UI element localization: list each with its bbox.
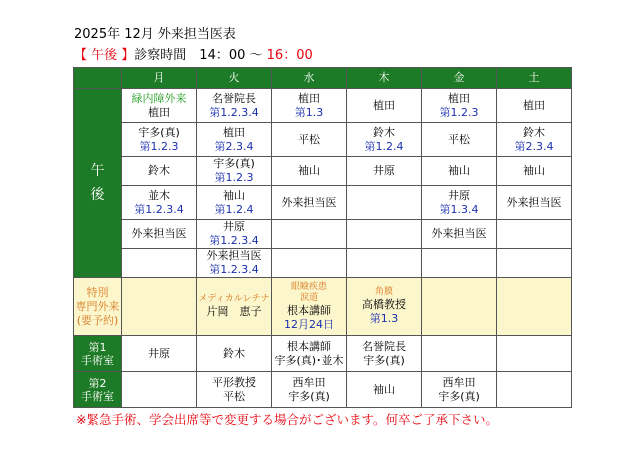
schedule-cell xyxy=(122,249,197,278)
day-header: 火 xyxy=(197,68,272,89)
schedule-cell xyxy=(422,249,497,278)
schedule-row xyxy=(74,186,572,220)
schedule-cell xyxy=(122,123,197,157)
doctor-entry: 宇多(真)･並木 xyxy=(274,353,344,367)
surgery-cell xyxy=(272,372,347,408)
surgery-cell xyxy=(197,336,272,372)
doctor-entry: 宇多(真) xyxy=(288,389,330,403)
schedule-cell xyxy=(347,249,422,278)
doctor-entry: 平松 xyxy=(298,132,320,146)
surgery-cell xyxy=(122,336,197,372)
surgery-room-label-line: 手術室 xyxy=(81,353,114,367)
doctor-entry: 外来担当医 xyxy=(431,227,487,240)
schedule-row xyxy=(74,249,572,278)
doctor-entry: 平松 xyxy=(223,389,245,403)
surgery-room-label-line: 第2 xyxy=(88,376,107,390)
doctor-entry: 植田 xyxy=(148,105,170,119)
surgery-cell xyxy=(122,372,197,408)
page-title: 2025年 12月 外来担当医表 xyxy=(74,27,236,42)
doctor-entry: 第1.2.3.4 xyxy=(134,202,184,216)
doctor-entry: 鈴木 xyxy=(373,125,395,139)
afternoon-label xyxy=(74,89,122,278)
schedule-cell xyxy=(197,220,272,249)
schedule-cell xyxy=(347,220,422,249)
surgery-room-label-line: 手術室 xyxy=(81,389,114,403)
doctor-entry: 鈴木 xyxy=(148,164,170,177)
doctor-entry: 井原 xyxy=(373,164,395,177)
doctor-entry: 第1.3 xyxy=(294,105,324,119)
doctor-entry: 名誉院長 xyxy=(212,91,256,105)
corner-cell xyxy=(74,68,122,89)
special-clinic-cell xyxy=(347,278,422,336)
schedule-cell xyxy=(272,186,347,220)
surgery-cell xyxy=(272,336,347,372)
schedule-cell xyxy=(497,157,572,186)
doctor-entry: 西牟田 xyxy=(442,375,476,389)
doctor-entry: 鈴木 xyxy=(523,125,545,139)
day-header-row xyxy=(74,68,572,89)
schedule-cell xyxy=(347,89,422,123)
surgery-cell xyxy=(497,372,572,408)
schedule-cell xyxy=(422,220,497,249)
doctor-entry: 第2.3.4 xyxy=(514,139,554,153)
doctor-entry: 外来担当医 xyxy=(131,227,187,240)
doctor-entry: 眼瞼疾患 xyxy=(290,281,327,292)
surgery-cell xyxy=(422,336,497,372)
surgery-room-label-line: 第1 xyxy=(88,340,107,354)
special-clinic-label-line: 専門外来 xyxy=(75,299,120,313)
doctor-entry: 第1.2.3.4 xyxy=(209,105,259,119)
surgery-room-label xyxy=(74,372,122,408)
hours-end: 16：00 xyxy=(266,48,313,63)
special-clinic-cell xyxy=(122,278,197,336)
afternoon-label-char: 午 xyxy=(90,163,105,179)
schedule-cell xyxy=(347,123,422,157)
doctor-entry: 植田 xyxy=(223,125,245,139)
surgery-cell xyxy=(197,372,272,408)
doctor-entry: 名誉院長 xyxy=(362,339,406,353)
notice-text: ※緊急手術、学会出席等で変更する場合がございます。何卒ご了承下さい。 xyxy=(76,412,498,427)
doctor-entry: 袖山 xyxy=(523,164,545,177)
doctor-entry: 外来担当医 xyxy=(281,195,337,209)
doctor-entry: 高橋教授 xyxy=(362,298,406,311)
schedule-cell xyxy=(122,157,197,186)
schedule-cell xyxy=(197,186,272,220)
surgery-cell xyxy=(347,336,422,372)
hours-label: 診察時間 xyxy=(134,48,187,63)
schedule-cell xyxy=(497,220,572,249)
schedule-cell xyxy=(272,123,347,157)
schedule-cell xyxy=(272,89,347,123)
afternoon-label-char: 後 xyxy=(90,187,105,203)
schedule-cell xyxy=(122,186,197,220)
schedule-cell xyxy=(122,220,197,249)
schedule-cell xyxy=(347,157,422,186)
day-header: 月 xyxy=(122,68,197,89)
doctor-entry: 宇多(真) xyxy=(138,125,180,139)
session-hours xyxy=(74,44,313,63)
doctor-entry: 平形教授 xyxy=(212,375,256,389)
doctor-entry: 外来担当医 xyxy=(206,249,262,262)
hours-start: 14：00 ～ xyxy=(199,48,267,63)
surgery-cell xyxy=(497,336,572,372)
doctor-entry: 片岡 恵子 xyxy=(206,305,262,318)
schedule-row xyxy=(74,123,572,157)
schedule-cell xyxy=(497,249,572,278)
doctor-entry: 角膜 xyxy=(374,287,393,297)
doctor-entry: 平松 xyxy=(448,132,470,146)
schedule-cell xyxy=(197,249,272,278)
schedule-cell xyxy=(422,157,497,186)
doctor-entry: 西牟田 xyxy=(292,375,326,389)
doctor-entry: 袖山 xyxy=(373,382,395,396)
schedule-table xyxy=(73,67,572,408)
doctor-entry: メディカルレチナ xyxy=(198,294,270,304)
schedule-cell xyxy=(197,89,272,123)
doctor-entry: 外来担当医 xyxy=(506,195,562,209)
surgery-room-row xyxy=(74,336,572,372)
doctor-entry: 第1.2.3.4 xyxy=(209,234,259,247)
special-clinic-cell xyxy=(272,278,347,336)
doctor-entry: 涙道 xyxy=(299,292,318,303)
special-clinic-label-line: 特別 xyxy=(86,285,109,299)
schedule-cell xyxy=(422,123,497,157)
schedule-row xyxy=(74,220,572,249)
doctor-entry: 第2.3.4 xyxy=(214,139,254,153)
surgery-room-row xyxy=(74,372,572,408)
doctor-entry: 植田 xyxy=(448,91,470,105)
schedule-cell xyxy=(422,186,497,220)
doctor-entry: 第1.2.4 xyxy=(364,139,404,153)
doctor-entry: 第1.2.3 xyxy=(214,171,254,184)
doctor-entry: 第1.3.4 xyxy=(439,202,479,216)
surgery-cell xyxy=(422,372,497,408)
special-clinic-label-line: (要予約) xyxy=(76,313,119,327)
special-clinic-row xyxy=(74,278,572,336)
doctor-entry: 宇多(真) xyxy=(438,389,480,403)
doctor-entry: 袖山 xyxy=(223,188,245,202)
doctor-entry: 宇多(真) xyxy=(363,353,405,367)
special-clinic-label xyxy=(74,278,122,336)
surgery-room-label xyxy=(74,336,122,372)
doctor-entry: 井原 xyxy=(223,220,245,233)
surgery-cell xyxy=(347,372,422,408)
schedule-cell xyxy=(197,157,272,186)
doctor-entry: 第1.2.4 xyxy=(214,202,254,216)
doctor-entry: 緑内障外来 xyxy=(131,91,187,105)
day-header: 土 xyxy=(497,68,572,89)
doctor-entry: 第1.2.3.4 xyxy=(209,263,259,276)
schedule-cell xyxy=(497,123,572,157)
doctor-entry: 第1.2.3 xyxy=(139,139,179,153)
schedule-cell xyxy=(497,186,572,220)
doctor-entry: 植田 xyxy=(523,98,545,112)
doctor-entry: 宇多(真) xyxy=(213,157,255,170)
schedule-cell xyxy=(347,186,422,220)
doctor-entry: 袖山 xyxy=(298,164,320,177)
special-clinic-cell xyxy=(422,278,497,336)
doctor-entry: 第1.2.3 xyxy=(439,105,479,119)
day-header: 水 xyxy=(272,68,347,89)
doctor-entry: 植田 xyxy=(373,98,395,112)
doctor-entry: 袖山 xyxy=(448,164,470,177)
doctor-entry: 鈴木 xyxy=(223,346,245,360)
doctor-entry: 植田 xyxy=(298,91,320,105)
schedule-cell xyxy=(422,89,497,123)
schedule-row xyxy=(74,157,572,186)
schedule-cell xyxy=(272,249,347,278)
doctor-entry: 12月24日 xyxy=(284,317,334,331)
special-clinic-cell xyxy=(197,278,272,336)
day-header: 木 xyxy=(347,68,422,89)
schedule-cell xyxy=(272,220,347,249)
doctor-entry: 第1.3 xyxy=(369,312,399,325)
schedule-row xyxy=(74,89,572,123)
session-label: 【 午後 】 xyxy=(74,48,135,63)
doctor-entry: 並木 xyxy=(148,188,170,202)
special-clinic-cell xyxy=(497,278,572,336)
schedule-cell xyxy=(497,89,572,123)
doctor-entry: 井原 xyxy=(148,346,170,360)
doctor-entry: 井原 xyxy=(448,188,470,202)
doctor-entry: 根本講師 xyxy=(287,339,331,353)
schedule-cell xyxy=(122,89,197,123)
schedule-cell xyxy=(197,123,272,157)
schedule-cell xyxy=(272,157,347,186)
day-header: 金 xyxy=(422,68,497,89)
doctor-entry: 根本講師 xyxy=(287,303,331,317)
